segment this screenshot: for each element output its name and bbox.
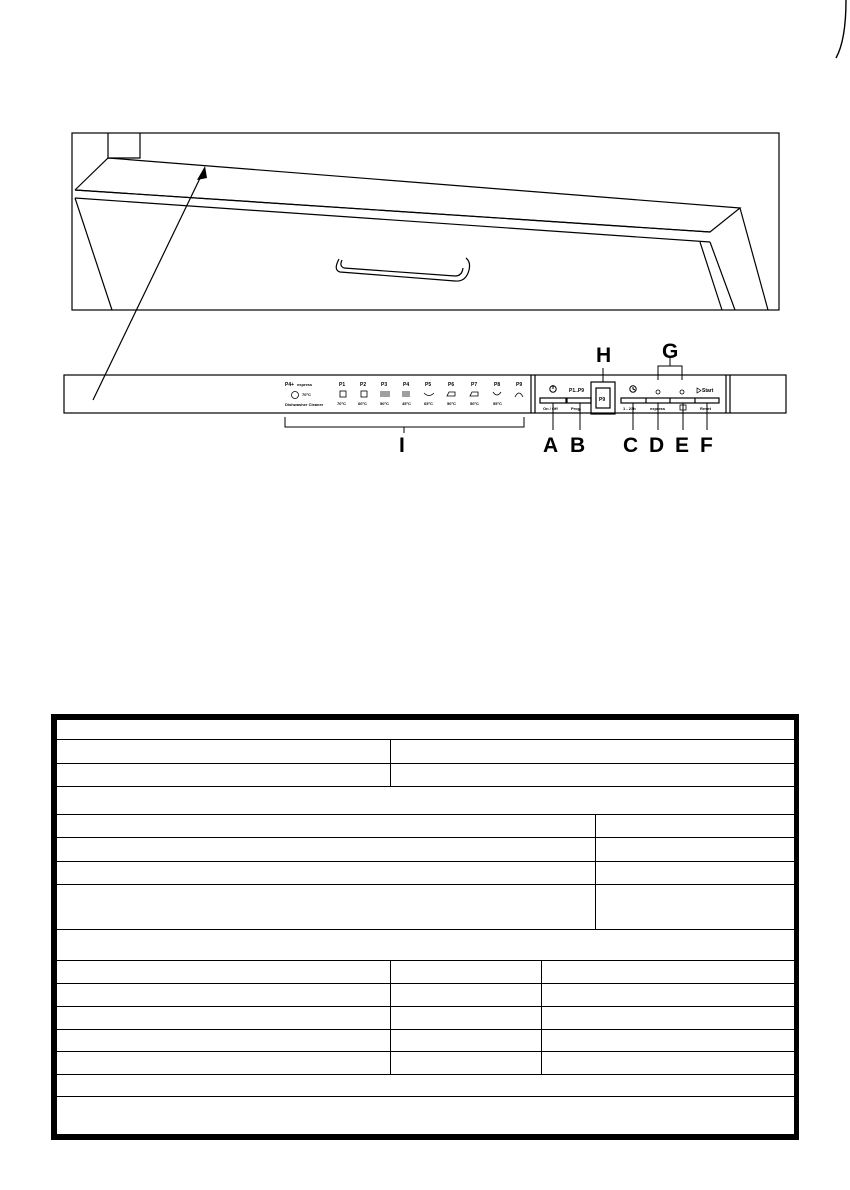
program-temp: 65°C	[424, 401, 433, 406]
table-section-row	[57, 1075, 795, 1097]
temp-70-label: 70°C	[302, 392, 311, 397]
table-cell	[57, 764, 391, 787]
table-footer-row	[57, 1097, 795, 1135]
p4-express-label: P4+	[285, 382, 295, 388]
table-cell	[542, 1030, 795, 1052]
table-cell	[596, 885, 795, 930]
program-name: P8	[494, 382, 501, 388]
callout-i: I	[399, 434, 405, 457]
program-name: P4	[403, 382, 410, 388]
callout-b: B	[570, 434, 586, 457]
dishwasher-door-drawing	[72, 133, 779, 310]
table-cell	[57, 1052, 391, 1075]
express-logo: express	[297, 382, 313, 387]
table-cell	[391, 1030, 542, 1052]
table-cell	[596, 815, 795, 838]
table-cell	[57, 961, 391, 984]
callout-a: A	[543, 434, 559, 457]
play-icon	[697, 388, 701, 393]
table-cell	[57, 1007, 391, 1030]
program-name: P2	[360, 382, 367, 388]
program-temp: 45°C	[402, 401, 411, 406]
table-cell	[57, 885, 596, 930]
program-name: P1	[339, 382, 346, 388]
callout-f: F	[700, 434, 713, 457]
pointer-arrow	[93, 166, 207, 400]
callout-h: H	[596, 344, 612, 367]
table-cell	[391, 740, 795, 764]
program-name: P3	[381, 382, 388, 388]
table-cell	[391, 1007, 542, 1030]
program-temp: 50°C	[447, 401, 456, 406]
delay-label: 1 - 23h	[623, 406, 636, 411]
start-label: Start	[702, 388, 714, 394]
led-indicators	[656, 390, 684, 394]
power-icon	[550, 385, 556, 392]
p1-p9-label: P1..P9	[569, 388, 585, 394]
prog-label: Prog.	[571, 406, 582, 411]
table-cell	[391, 961, 542, 984]
callout-g: G	[662, 340, 679, 363]
table-cell	[596, 838, 795, 862]
table-cell	[542, 984, 795, 1007]
callout-leaders	[553, 368, 707, 430]
right-panel-labels	[543, 388, 714, 411]
on-off-label: On / Off	[543, 406, 558, 411]
program-temp: 50°C	[470, 401, 479, 406]
program-name: P9	[516, 382, 523, 388]
table-cell	[391, 764, 795, 787]
dishwasher-illustration	[0, 0, 850, 480]
table-cell	[391, 1052, 542, 1075]
table-cell	[542, 1052, 795, 1075]
reset-label: Reset	[700, 406, 711, 411]
spec-table-frame	[51, 714, 799, 1140]
timer-icon	[630, 386, 636, 392]
spec-table	[56, 719, 795, 1135]
express-button-label: express	[650, 406, 666, 411]
control-panel	[64, 375, 786, 414]
program-temp: 70°C	[337, 401, 346, 406]
table-cell	[542, 1007, 795, 1030]
program-temp: 60°C	[358, 401, 367, 406]
table-cell	[596, 862, 795, 885]
table-cell	[57, 862, 596, 885]
table-cell	[57, 740, 391, 764]
program-labels	[285, 382, 522, 407]
program-name: P7	[471, 382, 478, 388]
table-header-row	[57, 720, 795, 740]
table-cell	[57, 815, 596, 838]
table-cell	[391, 984, 542, 1007]
table-section-row	[57, 930, 795, 961]
callout-e: E	[675, 434, 690, 457]
program-name: P5	[425, 382, 432, 388]
program-name: P6	[448, 382, 455, 388]
table-cell	[57, 838, 596, 862]
program-temp: 55°C	[493, 401, 502, 406]
table-section-row	[57, 787, 795, 815]
table-cell	[57, 1030, 391, 1052]
table-cell	[57, 984, 391, 1007]
program-temp: 50°C	[380, 401, 389, 406]
callout-d: D	[649, 434, 665, 457]
display-readout: P9	[599, 397, 606, 403]
dishwasher-cleaner-label: Dishwasher Cleaner	[285, 402, 324, 407]
callout-c: C	[623, 434, 639, 457]
table-cell	[542, 961, 795, 984]
bracket-i	[285, 417, 524, 433]
